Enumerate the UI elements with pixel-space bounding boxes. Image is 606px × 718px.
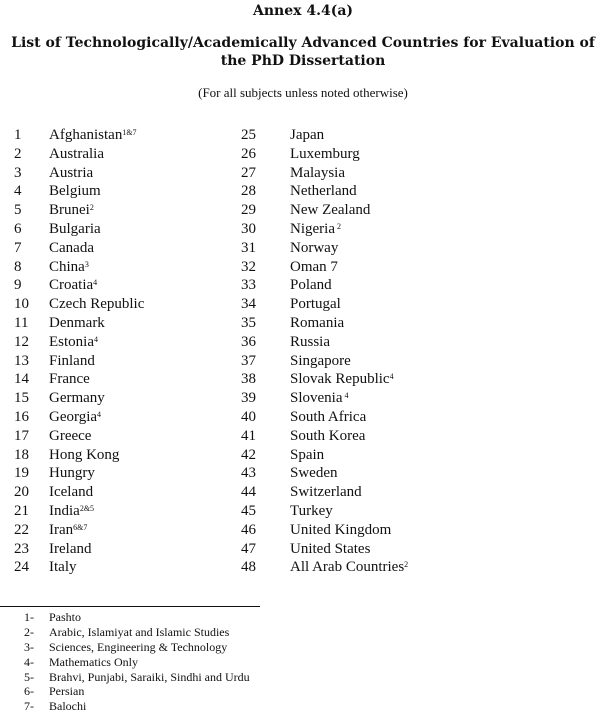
footnote-ref: 2&5 xyxy=(79,503,95,513)
annex-heading: Annex 4.4(a) xyxy=(252,3,354,19)
item-number: 42 xyxy=(241,446,256,463)
country-name xyxy=(49,352,95,371)
country-label: Romania xyxy=(290,314,345,331)
item-number: 9 xyxy=(14,277,22,294)
item-number: 27 xyxy=(241,164,256,181)
country-label: Sweden xyxy=(290,465,338,482)
item-number: 28 xyxy=(241,183,256,200)
footnote-item xyxy=(0,610,400,625)
item-number: 41 xyxy=(241,427,256,444)
country-label: Austria xyxy=(49,164,94,181)
item-number: 32 xyxy=(241,258,256,275)
country-name xyxy=(290,220,341,239)
item-number: 11 xyxy=(14,314,29,331)
country-name xyxy=(49,295,144,314)
country-label: Hong Kong xyxy=(49,446,120,463)
country-name xyxy=(49,540,91,559)
country-label: South Africa xyxy=(290,408,367,425)
list-row xyxy=(0,220,606,239)
country-label: Spain xyxy=(290,446,325,463)
country-name xyxy=(49,333,98,352)
list-row xyxy=(0,446,606,465)
country-label: Bulgaria xyxy=(49,220,101,237)
country-label: Finland xyxy=(49,352,95,369)
footnote-item xyxy=(0,655,400,670)
country-name xyxy=(49,239,94,258)
country-label: Czech Republic xyxy=(49,296,145,313)
item-number: 13 xyxy=(14,352,29,369)
list-row xyxy=(0,201,606,220)
country-label: New Zealand xyxy=(290,202,371,219)
country-label: Netherland xyxy=(290,183,357,200)
footnote-ref: 2 xyxy=(334,221,341,231)
item-number: 17 xyxy=(14,427,29,444)
country-name xyxy=(49,370,90,389)
item-number: 22 xyxy=(14,521,29,538)
subtitle: (For all subjects unless noted otherwise) xyxy=(198,85,408,100)
footnote-text: Arabic, Islamiyat and Islamic Studies xyxy=(49,624,230,639)
country-label: Portugal xyxy=(290,296,341,313)
item-number: 8 xyxy=(14,258,22,275)
footnote-text: Persian xyxy=(49,684,85,699)
country-name xyxy=(49,558,77,577)
list-row xyxy=(0,126,606,145)
item-number: 16 xyxy=(14,408,29,425)
list-row xyxy=(0,295,606,314)
country-name xyxy=(290,446,324,465)
title-line-2: the PhD Dissertation xyxy=(220,53,386,69)
footnote-ref: 4 xyxy=(94,334,98,344)
item-number: 3 xyxy=(14,164,22,181)
item-number: 24 xyxy=(14,559,29,576)
country-name xyxy=(290,352,351,371)
country-label: Italy xyxy=(49,559,77,576)
footnote-text: Balochi xyxy=(49,699,87,714)
item-number: 6 xyxy=(14,220,22,237)
country-label: Belgium xyxy=(49,183,101,200)
country-label: Brunei xyxy=(49,202,90,219)
item-number: 12 xyxy=(14,333,29,350)
country-name xyxy=(49,201,94,220)
list-row xyxy=(0,370,606,389)
list-row xyxy=(0,521,606,540)
item-number: 44 xyxy=(241,484,256,501)
country-name xyxy=(290,483,362,502)
footnotes xyxy=(0,610,400,714)
country-name xyxy=(49,164,93,183)
country-label: Slovak Republic xyxy=(290,371,390,388)
item-number: 37 xyxy=(241,352,256,369)
item-number: 29 xyxy=(241,202,256,219)
footnote-item xyxy=(0,699,400,714)
item-number: 40 xyxy=(241,408,256,425)
list-row xyxy=(0,502,606,521)
footnote-text: Brahvi, Punjabi, Saraiki, Sindhi and Urdu xyxy=(49,669,250,684)
country-name xyxy=(49,182,101,201)
country-name xyxy=(49,483,93,502)
footnote-number: 6- xyxy=(24,684,34,699)
item-number: 30 xyxy=(241,220,256,237)
footnote-number: 2- xyxy=(24,624,34,639)
item-number: 10 xyxy=(14,296,29,313)
item-number: 48 xyxy=(241,559,256,576)
list-row xyxy=(0,164,606,183)
footnote-item xyxy=(0,625,400,640)
list-row xyxy=(0,558,606,577)
country-label: Slovenia xyxy=(290,390,343,407)
country-label: India xyxy=(49,502,80,519)
footnote-text: Mathematics Only xyxy=(49,654,138,669)
item-number: 18 xyxy=(14,446,29,463)
footnote-number: 5- xyxy=(24,669,34,684)
list-row xyxy=(0,483,606,502)
footnote-ref: 4 xyxy=(389,372,394,382)
country-label: Luxemburg xyxy=(290,145,360,162)
footnote-text: Pashto xyxy=(49,610,82,624)
country-name xyxy=(49,389,105,408)
country-label: Poland xyxy=(290,277,332,294)
country-label: Switzerland xyxy=(290,484,362,501)
country-label: Denmark xyxy=(49,314,105,331)
list-row xyxy=(0,464,606,483)
item-number: 15 xyxy=(14,390,29,407)
country-label: United States xyxy=(290,540,371,557)
item-number: 2 xyxy=(14,145,22,162)
list-row xyxy=(0,389,606,408)
item-number: 36 xyxy=(241,333,256,350)
item-number: 20 xyxy=(14,484,29,501)
country-name xyxy=(290,408,366,427)
list-row xyxy=(0,258,606,277)
country-name xyxy=(49,126,137,145)
country-label: Singapore xyxy=(290,352,351,369)
footnote-number: 4- xyxy=(24,654,34,669)
country-name xyxy=(49,502,94,521)
footnote-number: 3- xyxy=(24,639,34,654)
country-label: Hungry xyxy=(49,465,95,482)
item-number: 39 xyxy=(241,390,256,407)
item-number: 38 xyxy=(241,371,256,388)
page-title xyxy=(0,34,606,70)
list-row xyxy=(0,182,606,201)
footnote-item xyxy=(0,670,400,685)
country-name xyxy=(290,558,408,577)
country-name xyxy=(290,314,344,333)
country-label: Malaysia xyxy=(290,164,345,181)
country-label: Georgia xyxy=(49,408,98,425)
country-name xyxy=(290,370,394,389)
footnote-divider xyxy=(0,606,260,607)
country-label: Australia xyxy=(49,145,104,162)
item-number: 14 xyxy=(14,371,29,388)
footnote-ref: 4 xyxy=(93,278,98,288)
footnote-ref: 1&7 xyxy=(122,128,137,137)
footnote-ref: 6&7 xyxy=(73,522,88,532)
country-label: Russia xyxy=(290,333,331,350)
list-row xyxy=(0,145,606,164)
country-name xyxy=(290,521,391,540)
item-number: 25 xyxy=(241,127,256,143)
country-name xyxy=(290,126,324,145)
country-label: Greece xyxy=(49,427,92,444)
country-name xyxy=(290,502,333,521)
country-name xyxy=(49,446,119,465)
country-label: Norway xyxy=(290,239,339,256)
list-row xyxy=(0,427,606,446)
country-name xyxy=(290,427,365,446)
country-label: Croatia xyxy=(49,277,94,294)
country-label: Nigeria xyxy=(290,220,335,237)
country-label: Afghanistan xyxy=(49,127,123,143)
item-number: 33 xyxy=(241,277,256,294)
item-number: 34 xyxy=(241,296,256,313)
item-number: 1 xyxy=(14,127,22,143)
item-number: 46 xyxy=(241,521,256,538)
country-name xyxy=(290,295,341,314)
country-name xyxy=(290,389,349,408)
country-label: France xyxy=(49,371,90,388)
country-label: Iceland xyxy=(49,484,94,501)
country-name xyxy=(49,314,105,333)
country-name xyxy=(290,145,360,164)
footnote-item xyxy=(0,684,400,699)
list-row xyxy=(0,333,606,352)
country-label: Estonia xyxy=(49,333,94,350)
list-row xyxy=(0,276,606,295)
country-label: All Arab Countries xyxy=(290,559,405,576)
list-row xyxy=(0,408,606,427)
item-number: 45 xyxy=(241,502,256,519)
country-name xyxy=(290,333,330,352)
country-label: South Korea xyxy=(290,427,366,444)
country-name xyxy=(49,464,95,483)
list-row xyxy=(0,540,606,559)
footnote-number: 1- xyxy=(24,610,34,624)
country-name xyxy=(49,408,101,427)
country-name xyxy=(290,182,357,201)
footnote-ref: 2 xyxy=(89,203,94,213)
country-label: Turkey xyxy=(290,502,333,519)
country-name xyxy=(290,276,332,295)
item-number: 23 xyxy=(14,540,29,557)
country-name xyxy=(290,464,338,483)
country-name xyxy=(290,164,345,183)
item-number: 21 xyxy=(14,502,29,519)
footnote-number: 7- xyxy=(24,699,34,714)
item-number: 31 xyxy=(241,239,256,256)
list-row xyxy=(0,352,606,371)
item-number: 5 xyxy=(14,202,22,219)
item-number: 19 xyxy=(14,465,29,482)
country-label: Oman 7 xyxy=(290,258,338,275)
item-number: 7 xyxy=(14,239,22,256)
country-name xyxy=(49,220,101,239)
country-label: Canada xyxy=(49,239,94,256)
footnote-ref: 3 xyxy=(84,259,89,269)
footnote-item xyxy=(0,640,400,655)
country-label: China xyxy=(49,258,85,275)
country-label: Iran xyxy=(49,521,74,538)
country-name xyxy=(49,427,91,446)
country-label: Ireland xyxy=(49,540,92,557)
item-number: 43 xyxy=(241,465,256,482)
list-row xyxy=(0,239,606,258)
country-label: Germany xyxy=(49,390,105,407)
country-name xyxy=(290,540,370,559)
item-number: 4 xyxy=(14,183,22,200)
footnote-ref: 4 xyxy=(342,391,349,401)
country-name xyxy=(49,276,97,295)
title-line-1: List of Technologically/Academically Advanced Countries for Evaluation of xyxy=(11,35,595,51)
item-number: 35 xyxy=(241,314,256,331)
country-name xyxy=(49,258,89,277)
footnote-ref: 2 xyxy=(404,560,409,570)
list-row xyxy=(0,314,606,333)
country-label: United Kingdom xyxy=(290,521,392,538)
country-label: Japan xyxy=(290,127,325,143)
country-name xyxy=(290,258,338,277)
country-name xyxy=(290,239,338,258)
country-name xyxy=(49,521,87,540)
country-name xyxy=(49,145,104,164)
footnote-ref: 4 xyxy=(97,409,102,419)
item-number: 47 xyxy=(241,540,256,557)
country-list xyxy=(0,126,606,577)
country-name xyxy=(290,201,370,220)
footnote-text: Sciences, Engineering & Technology xyxy=(49,639,228,654)
item-number: 26 xyxy=(241,145,256,162)
